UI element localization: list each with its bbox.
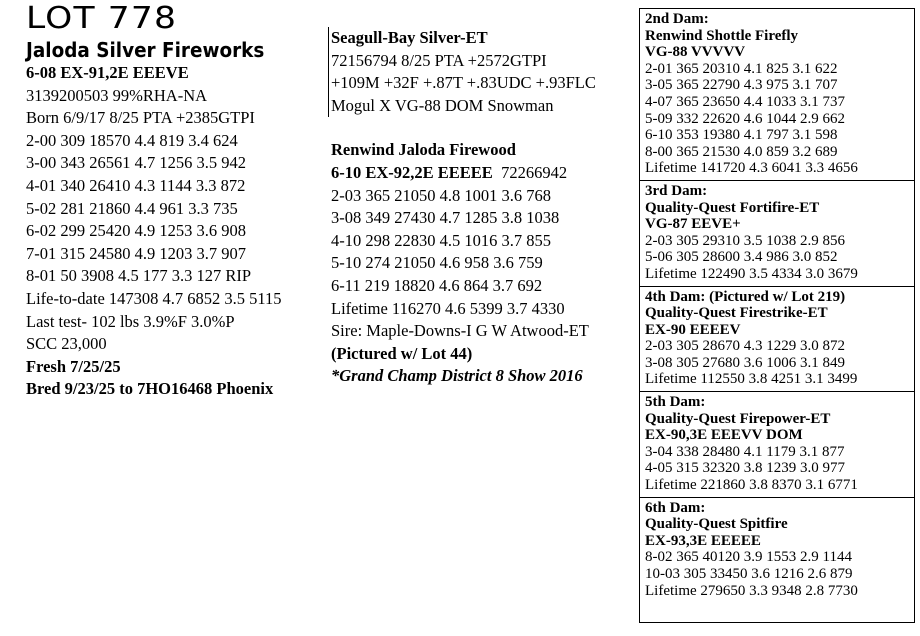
dam-classification: EX-90 EEEEV — [645, 321, 741, 338]
dam-record: 4-07 365 23650 4.4 1033 3.1 737 — [645, 93, 845, 110]
dam-record: 8-02 365 40120 3.9 1553 2.9 1144 — [645, 549, 852, 566]
sire-name: Seagull-Bay Silver-ET — [331, 28, 488, 47]
fourth-dam-box — [640, 287, 914, 393]
dam-record: 10-03 305 33450 3.6 1216 2.6 879 — [645, 566, 853, 582]
sire-line: Mogul X VG-88 DOM Snowman — [331, 95, 554, 115]
dam-heading: 2nd Dam: — [645, 11, 709, 27]
dam-name: Quality-Quest Fortifire-ET — [645, 199, 820, 216]
dam-name: Quality-Quest Firepower-ET — [645, 410, 831, 427]
dam-heading: 5th Dam: — [645, 394, 706, 411]
ancestor-dams-panel — [639, 8, 915, 623]
dam-record: 3-04 338 28480 4.1 1179 3.1 877 — [645, 443, 845, 460]
sire-line: +109M +32F +.87T +.83UDC +.93FLC — [331, 73, 596, 93]
dam-name: Renwind Jaloda Firewood — [331, 140, 516, 160]
dam-record: 2-03 365 21050 4.8 1001 3.6 768 — [331, 185, 551, 205]
registration-line: 3139200503 99%RHA-NA — [26, 85, 208, 105]
dam-sire: Sire: Maple-Downs-I G W Atwood-ET — [331, 321, 589, 341]
dam-record: 2-01 365 20310 4.1 825 3.1 622 — [645, 60, 838, 77]
record-line: 5-02 281 21860 4.4 961 3.3 735 — [26, 198, 238, 218]
dam-honor: *Grand Champ District 8 Show 2016 — [331, 366, 583, 386]
sixth-dam-box — [640, 498, 914, 603]
fresh-date: Fresh 7/25/25 — [26, 356, 121, 376]
dam-name: Quality-Quest Spitfire — [645, 516, 788, 533]
dam-lifetime: Lifetime 279650 3.3 9348 2.8 7730 — [645, 582, 858, 599]
record-line: 8-01 50 3908 4.5 177 3.3 127 RIP — [26, 266, 252, 286]
dam-classification: VG-88 VVVVV — [645, 44, 746, 61]
lot-info — [26, 1, 326, 401]
dam-record: 5-09 332 22620 4.6 1044 2.9 662 — [645, 110, 845, 127]
dam-record: 4-05 315 32320 3.8 1239 3.0 977 — [645, 460, 845, 477]
dam-record: 4-10 298 22830 4.5 1016 3.7 855 — [331, 230, 551, 250]
dam-class-text: 6-10 EX-92,2E EEEEE — [331, 162, 493, 182]
third-dam-box — [640, 181, 914, 287]
last-test: Last test- 102 lbs 3.9%F 3.0%P — [26, 311, 235, 331]
dam-record: 2-03 305 29310 3.5 1038 2.9 856 — [645, 232, 845, 249]
dam-record: 3-05 365 22790 4.3 975 3.1 707 — [645, 77, 838, 94]
dam-pictured: (Pictured w/ Lot 44) — [331, 343, 473, 363]
born-line: Born 6/9/17 8/25 PTA +2385GTPI — [26, 108, 255, 128]
sire-dam-info — [331, 27, 631, 388]
dam-classification: EX-93,3E EEEEE — [645, 532, 761, 549]
classification: 6-08 EX-91,2E EEEVE — [26, 63, 189, 82]
dam-lifetime: Lifetime 141720 4.3 6041 3.3 4656 — [645, 160, 858, 177]
bred-info: Bred 9/23/25 to 7HO16468 Phoenix — [26, 379, 274, 399]
dam-classification: EX-90,3E EEEVV DOM — [645, 427, 803, 444]
second-dam-box — [640, 9, 914, 181]
dam-lifetime: Lifetime 112550 3.8 4251 3.1 3499 — [645, 371, 858, 388]
sire-block — [328, 27, 631, 117]
dam-record: 6-11 219 18820 4.6 864 3.7 692 — [331, 275, 543, 295]
record-line: 7-01 315 24580 4.9 1203 3.7 907 — [26, 243, 246, 263]
dam-lifetime: Lifetime 221860 3.8 8370 3.1 6771 — [645, 477, 858, 494]
record-line: 3-00 343 26561 4.7 1256 3.5 942 — [26, 153, 246, 173]
dam-name: Quality-Quest Firestrike-ET — [645, 305, 828, 322]
dam-lifetime: Lifetime 116270 4.6 5399 3.7 4330 — [331, 298, 565, 318]
dam-record: 8-00 365 21530 4.0 859 3.2 689 — [645, 143, 838, 160]
dam-heading: 3rd Dam: — [645, 182, 708, 199]
dam-classification: VG-87 EEVE+ — [645, 216, 741, 233]
scc: SCC 23,000 — [26, 334, 107, 354]
sire-line: 72156794 8/25 PTA +2572GTPI — [331, 50, 547, 70]
dam-lifetime: Lifetime 122490 3.5 4334 3.0 3679 — [645, 265, 858, 282]
dam-record: 5-10 274 21050 4.6 958 3.6 759 — [331, 253, 543, 273]
record-line: 4-01 340 26410 4.3 1144 3.3 872 — [26, 175, 246, 195]
dam-heading: 4th Dam: (Pictured w/ Lot 219) — [645, 288, 846, 305]
animal-name: Jaloda Silver Fireworks — [26, 38, 265, 62]
record-line: 2-00 309 18570 4.4 819 3.4 624 — [26, 130, 238, 150]
lot-title: LOT 778 — [26, 1, 178, 36]
dam-record: 2-03 305 28670 4.3 1229 3.0 872 — [645, 338, 845, 355]
dam-record: 5-06 305 28600 3.4 986 3.0 852 — [645, 249, 838, 266]
dam-name: Renwind Shottle Firefly — [645, 27, 799, 44]
record-line: 6-02 299 25420 4.9 1253 3.6 908 — [26, 221, 246, 241]
life-to-date: Life-to-date 147308 4.7 6852 3.5 5115 — [26, 288, 282, 308]
dam-classification — [331, 162, 631, 185]
dam-record: 6-10 353 19380 4.1 797 3.1 598 — [645, 127, 838, 144]
dam-record: 3-08 349 27430 4.7 1285 3.8 1038 — [331, 208, 560, 228]
fifth-dam-box — [640, 392, 914, 498]
dam-reg: 72266942 — [501, 162, 568, 182]
dam-record: 3-08 305 27680 3.6 1006 3.1 849 — [645, 354, 845, 371]
dam-heading: 6th Dam: — [645, 499, 706, 516]
